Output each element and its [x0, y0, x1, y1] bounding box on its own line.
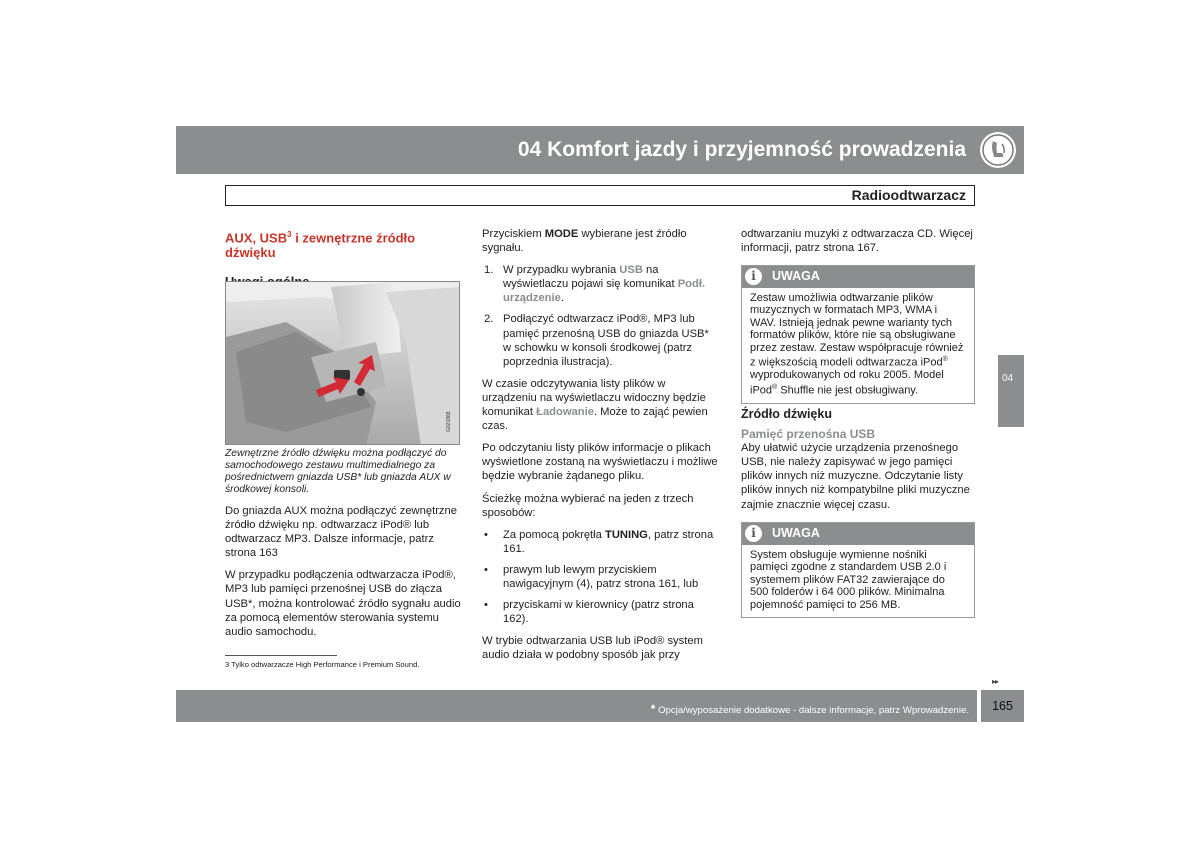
column-3	[741, 227, 977, 263]
paragraph: W przypadku podłączenia odtwarzacza iPod®, MP3 lub pamięci przenośnej USB do złącza USB*, można kontrolować źródło sygnału audio za pomocą elementów sterowania systemu audio samochodu.	[225, 569, 461, 638]
bullet: •	[484, 563, 488, 576]
title-part: AUX, USB	[225, 230, 288, 246]
footer-note	[651, 702, 969, 716]
display-term: Ładowanie	[536, 406, 594, 419]
chapter-header-bar	[176, 126, 1024, 174]
continue-arrows-icon: ▸▸	[992, 677, 999, 686]
tuning-knob-term: TUNING	[604, 528, 648, 541]
display-term: USB	[619, 264, 643, 277]
text: Podłączyć odtwarzacz iPod®, MP3 lub pamięć przenośną USB do gniazda USB* w schowku w konsoli środkowej (patrz poprzednia ilustracja).	[503, 313, 709, 368]
paragraph: Ścieżkę można wybierać na jeden z trzech sposobów:	[482, 492, 694, 519]
note-label: UWAGA	[772, 269, 820, 283]
note-text: System obsługuje wymienne nośniki pamięci zgodne z standardem USB 2.0 i systemem plików FAT32 zawierające do 500 folderów i 64 000 plików. Minimalna pojemność pamięci to 256 MB.	[750, 549, 947, 611]
footnote-divider	[225, 655, 337, 656]
text: przyciskami w kierownicy (patrz strona 162).	[503, 599, 694, 626]
image-code: G021868	[446, 411, 452, 432]
page-number: 165	[992, 699, 1013, 713]
display-term: Podł. urządzenie	[503, 278, 706, 305]
text: , patrz strona 161.	[503, 528, 714, 555]
column-2	[482, 227, 718, 670]
registered-mark: ®	[942, 356, 948, 364]
footer-note-text: Opcja/wyposażenie dodatkowe - dalsze informacje, patrz Wprowadzenie.	[655, 705, 969, 716]
step-number: 1.	[484, 264, 494, 277]
list-item	[482, 263, 718, 305]
bullet: •	[484, 599, 488, 612]
chapter-tab	[998, 355, 1024, 427]
list-item	[482, 312, 718, 368]
text: . Może to zająć pewien czas.	[482, 406, 708, 433]
column-1-body	[225, 448, 461, 647]
text: na wyświetlaczu pojawi się komunikat	[503, 264, 678, 291]
paragraph-intro	[482, 227, 718, 255]
title-footnote-ref: 3	[287, 230, 292, 239]
note-label: UWAGA	[772, 526, 820, 540]
text: W czasie odczytywania listy plików w urządzeniu na wyświetlaczu widoczny będzie komunikat	[482, 377, 706, 419]
section-header	[225, 185, 975, 206]
text: wyprodukowanych od roku 2005. Model iPod	[750, 369, 944, 397]
footnote: 3 Tylko odtwarzacze High Performance i Premium Sound.	[225, 660, 420, 669]
paragraph: odtwarzaniu muzyki z odtwarzacza CD. Więcej informacji, patrz strona 167.	[741, 228, 973, 255]
paragraph: Aby ułatwić użycie urządzenia przenośnego USB, nie należy zapisywać w jego pamięci plików innych niż muzyczne. Odczytanie listy plików innych niż kompatybilne pliki muzyczne zajmie znacznie więcej czasu.	[741, 442, 970, 511]
note-header	[742, 523, 974, 545]
note-header	[742, 266, 974, 288]
article-title	[225, 227, 461, 260]
text: prawym lub lewym przyciskiem nawigacyjnym (4), patrz strona 161, lub	[503, 563, 699, 590]
console-photo	[225, 281, 460, 445]
seat-icon	[980, 132, 1016, 168]
info-icon: i	[745, 525, 762, 542]
paragraph	[482, 377, 718, 433]
note-box	[741, 265, 975, 404]
footer-bar	[176, 690, 977, 722]
text: Zestaw umożliwia odtwarzanie plików muzycznych w formatach MP3, WMA i WAV. Istnieją jednak pewne warianty tych formatów plików, które nie są obsługiwane przez zestaw. Zestaw współpracuje również z większością modeli odtwarzacza iPod	[750, 292, 964, 369]
bullet: •	[484, 528, 488, 541]
text: W przypadku wybrania	[503, 264, 620, 277]
page-number-box	[981, 690, 1024, 722]
chapter-tab-label: 04	[1002, 373, 1014, 384]
text: Za pomocą pokrętła	[503, 528, 605, 541]
chapter-title: 04 Komfort jazdy i przyjemność prowadzenia	[517, 138, 966, 161]
paragraph: W trybie odtwarzania USB lub iPod® system audio działa w podobny sposób jak przy	[482, 635, 703, 662]
paragraph: Do gniazda AUX można podłączyć zewnętrzne źródło dźwięku np. odtwarzacz iPod® lub odtwarzacz MP3. Dalsze informacje, patrz strona 163	[225, 505, 457, 560]
info-icon: i	[745, 268, 762, 285]
text: .	[560, 292, 564, 305]
subheading-sound-source: Źródło dźwięku	[741, 407, 832, 421]
note-box	[741, 522, 975, 618]
column-3-body	[741, 407, 977, 520]
list-item	[482, 563, 718, 591]
registered-mark: ®	[772, 383, 778, 391]
mode-button-term: MODE	[544, 228, 579, 240]
text: wybierane jest źródło sygnału.	[482, 228, 687, 255]
text: Shuffle nie jest obsługiwany.	[777, 384, 919, 397]
step-number: 2.	[484, 313, 494, 326]
section-title: Radioodtwarzacz	[851, 187, 966, 203]
list-item	[482, 598, 718, 626]
asterisk: *	[650, 702, 656, 716]
title-part: i zewnętrzne źródło dźwięku	[225, 230, 416, 261]
paragraph: Po odczytaniu listy plików informacje o plikach wyświetlone zostaną na wyświetlaczu i możliwe będzie wybranie żądanego pliku.	[482, 442, 718, 483]
list-item	[482, 528, 718, 556]
subheading-usb: Pamięć przenośna USB	[741, 427, 876, 442]
note-text	[742, 288, 974, 403]
image-caption: Zewnętrzne źródło dźwięku można podłączyć do samochodowego zestawu multimedialnego za pośrednictwem gniazda USB* lub gniazda AUX w środkowej konsoli.	[225, 448, 451, 495]
steps-list	[482, 263, 718, 369]
bullet-list	[482, 528, 718, 627]
text: Przyciskiem	[482, 228, 545, 240]
